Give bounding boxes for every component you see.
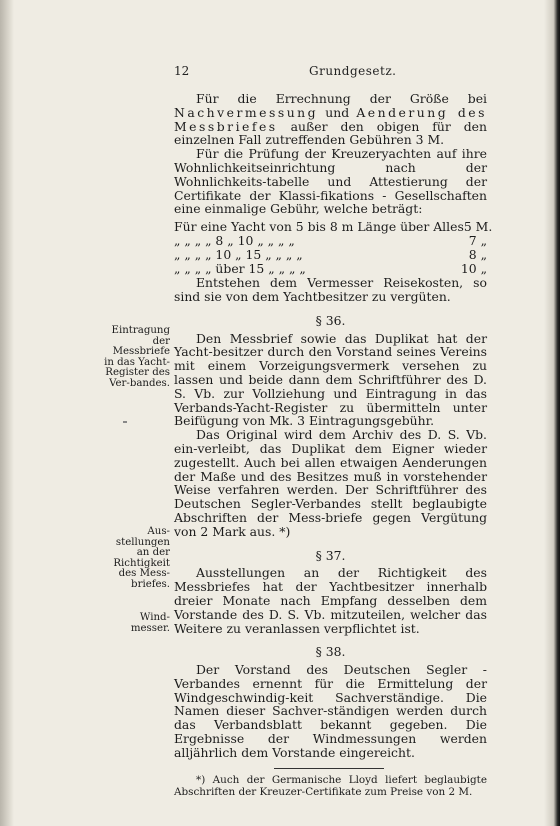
fee-row: „ „ „ „ 8 „ 10 „ „ „ „ 7 „ [174, 233, 487, 249]
footnote-divider [274, 768, 384, 769]
section-38-paragraph-1: Der Vorstand des Deutschen Segler - Verbandes ernennt für die Ermittelung der Windgeschwindig-keit Sachverständige. Die Namen dieser Sachver-ständigen werden durch das Verbandsblatt bekannt gegeben. Die Ergebnisse der Windmessungen werden alljährlich dem Vorstande eingereicht. [174, 662, 487, 760]
fee-row: „ „ „ „ über 15 „ „ „ „ 10 „ [174, 261, 487, 277]
section-heading-37: § 37. [315, 547, 346, 563]
book-binding-shadow [0, 0, 14, 826]
section-37-paragraph-1: Ausstellungen an der Richtigkeit des Messbriefes hat der Yachtbesitzer innerhalb dreier Monate nach Empfang desselben dem Vorstande des D. S. Vb. mitzuteilen, welcher das Weitere zu veranlassen verpflichtet ist. [174, 565, 487, 636]
page-number: 12 [174, 64, 190, 78]
intro-paragraph-2: Für die Prüfung der Kreuzeryachten auf ihre Wohnlichkeitseinrichtung nach der Wohnlichkeits-tabelle und Attestierung der Certifikate der Klassi-fikations - Gesellschaften eine einmalige Gebühr, welche beträgt: [174, 146, 487, 217]
ink-speck [123, 421, 127, 423]
intro-paragraph-1: Für die Errechnung der Größe bei Nachvermessung und Aenderung des Messbriefes außer den obigen für den einzelnen Fall zutreffenden Gebühren 3 M. [174, 91, 487, 148]
section-36-paragraph-2: Das Original wird dem Archiv des D. S. Vb. ein-verleibt, das Duplikat dem Eigner wieder zugestellt. Auch bei allen etwaigen Aenderungen der Maße und des Besitzes muß in vorstehender Weise verfahren werden. Der Schriftführer des Deutschen Segler-Verbandes stellt beglaubigte Abschriften der Mess-briefe gegen Vergütung von 2 Mark aus. *) [174, 427, 487, 539]
page-edge-shadow [544, 0, 560, 826]
travel-costs-paragraph: Entstehen dem Vermesser Reisekosten, so sind sie von dem Yachtbesitzer zu vergüten. [174, 275, 487, 304]
spaced-term-2: Aenderung des Messbriefes [174, 104, 487, 134]
section-36-paragraph-1: Den Messbrief sowie das Duplikat hat der Yacht-besitzer durch den Vorstand seines Vereins mit einem Vorzeigungsvermerk versehen zu lassen und beide dann dem Schriftführer des D. S. Vb. zur Vollziehung und Eintragung in das Verbands-Yacht-Register zu übermitteln unter Beifügung von Mk. 3 Eintragungsgebühr. [174, 330, 487, 429]
main-text [174, 91, 493, 798]
fee-row: „ „ „ „ 10 „ 15 „ „ „ „ 8 „ [174, 247, 487, 263]
margin-note-36: Eintragung der Messbriefe in das Yacht-Register des Ver-bandes. [104, 325, 170, 389]
fee-table [174, 219, 493, 277]
footnote: *) Auch der Germanische Lloyd liefert beglaubigte Abschriften der Kreuzer-Certifikate zum Preise von 2 M. [174, 773, 487, 798]
fee-row: Für eine Yacht von 5 bis 8 m Länge über Alles 5 M. [174, 219, 493, 235]
section-heading-38: § 38. [315, 644, 346, 660]
margin-note-38: Wind-messer. [130, 612, 170, 634]
running-title: Grundgesetz. [309, 64, 397, 78]
spaced-term-1: Nachvermessung [174, 104, 319, 120]
margin-note-37: Aus-stellungen an der Richtigkeit des Mess-briefes. [113, 526, 170, 590]
section-heading-36: § 36. [315, 312, 346, 328]
